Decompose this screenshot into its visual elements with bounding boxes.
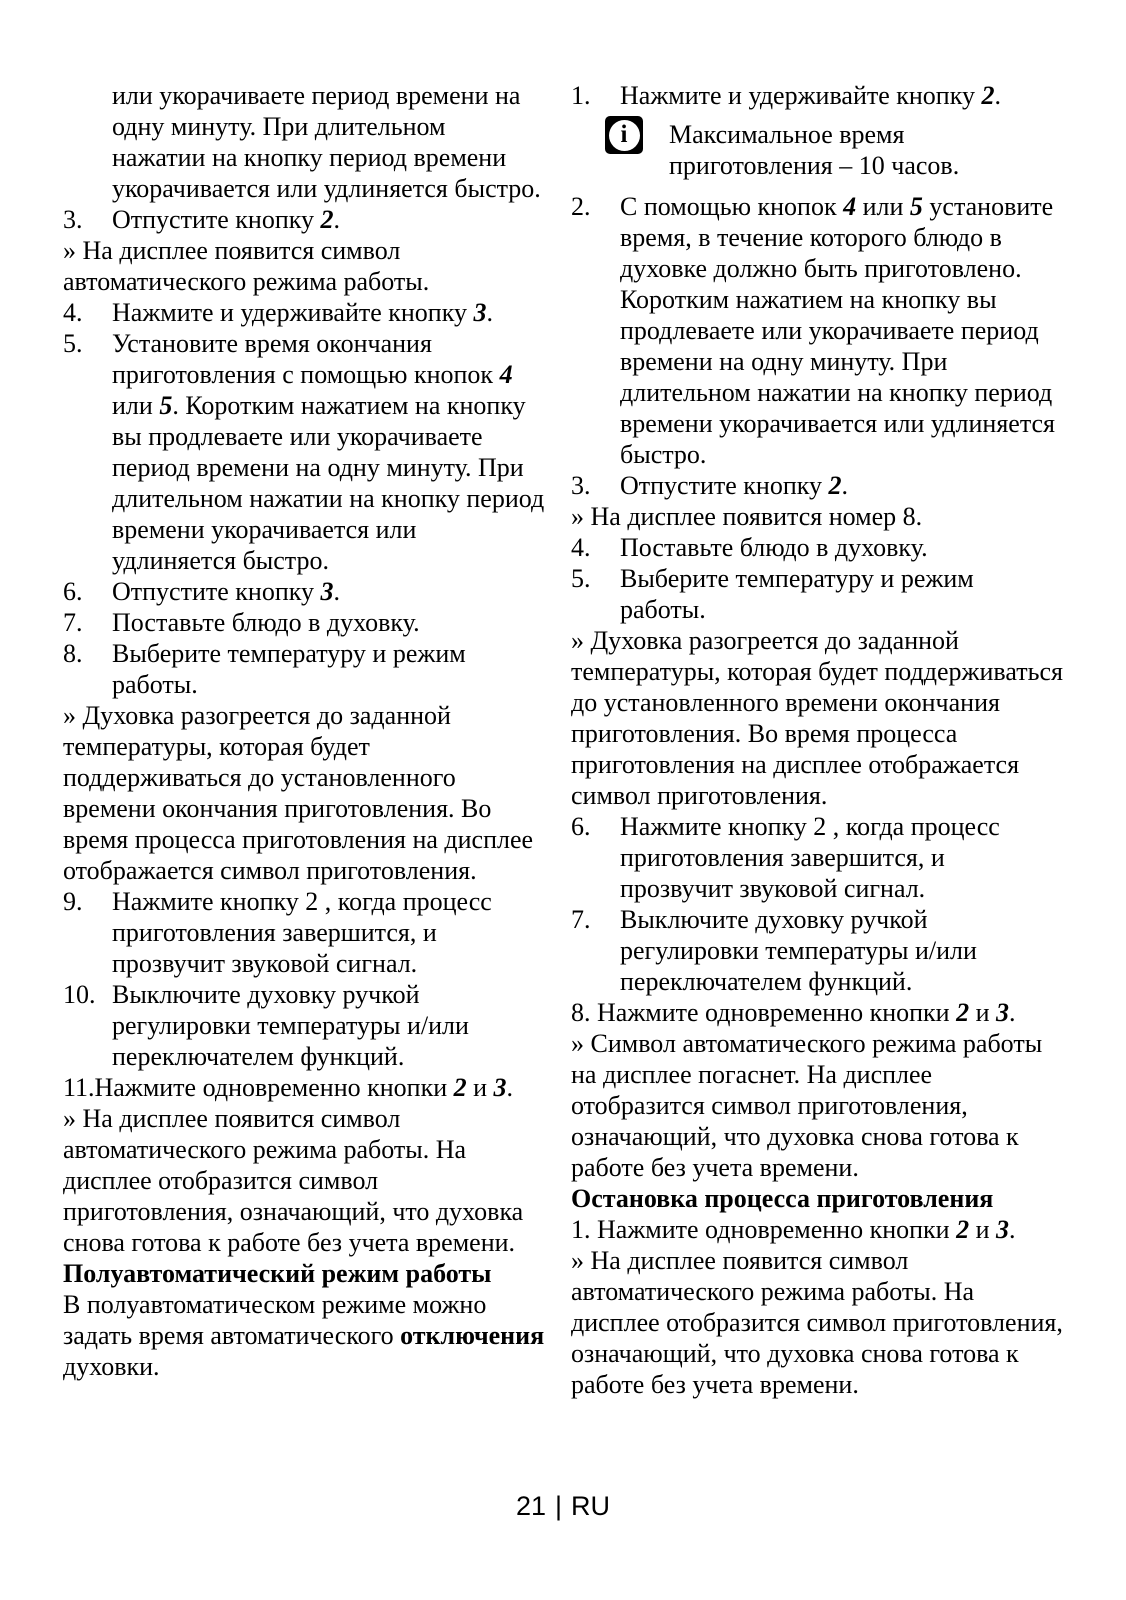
button-ref: 4 [499, 360, 513, 389]
text-segment: . [1009, 998, 1016, 1027]
text-segment: Выберите температуру и режим работы. [112, 639, 466, 699]
button-ref: 3 [493, 1073, 507, 1102]
section-heading [63, 1258, 545, 1289]
text-segment: . [486, 298, 493, 327]
item-number: 7. [571, 905, 591, 934]
text-segment: » На дисплее появится символ автоматического режима работы. [63, 236, 430, 296]
note-text [669, 120, 959, 180]
text-segment: Выключите духовку ручкой регулировки температуры и/или переключателем функций. [112, 980, 469, 1071]
button-ref: 2 [956, 998, 970, 1027]
text-segment: Отпустите кнопку [620, 471, 829, 500]
text-segment: » На дисплее появится символ автоматического режима работы. На дисплее отобразится символ приготовления, означающий, что духовка снова готова к работе без учета времени. [571, 1246, 1063, 1399]
list-item [571, 904, 1063, 997]
text-segment: и [969, 998, 997, 1027]
text-segment: . [994, 81, 1001, 110]
text-segment: . [333, 205, 340, 234]
text-segment: С помощью кнопок [620, 192, 844, 221]
text-segment: Нажмите и удерживайте кнопку [112, 298, 474, 327]
info-note [571, 119, 1063, 181]
info-icon [605, 116, 643, 154]
item-number: 3. [63, 205, 83, 234]
list-item [571, 563, 1063, 625]
text-segment: Установите время окончания приготовления с помощью кнопок [112, 329, 500, 389]
list-item [63, 886, 545, 979]
button-ref: 2 [956, 1215, 970, 1244]
item-number: 1. [571, 81, 591, 110]
list-item [63, 297, 545, 328]
text-segment: Максимальное время приготовления – 10 часов. [669, 120, 960, 180]
button-ref: 3 [320, 577, 334, 606]
item-number: 7. [63, 608, 83, 637]
button-ref: 3 [996, 1215, 1010, 1244]
continuation-paragraph [63, 80, 545, 204]
list-item [571, 532, 1063, 563]
list-item [571, 811, 1063, 904]
text-segment: Выключите духовку ручкой регулировки температуры и/или переключателем функций. [620, 905, 977, 996]
list-item [571, 191, 1063, 470]
result-line [571, 501, 1063, 532]
text-segment: и [466, 1073, 494, 1102]
text-segment: или [112, 391, 160, 420]
column-right [571, 80, 1063, 1400]
text-segment: . [333, 577, 340, 606]
item-number: 2. [571, 192, 591, 221]
list-item [571, 997, 1063, 1028]
section-heading [571, 1183, 1063, 1214]
list-item [63, 979, 545, 1072]
text-segment: Остановка процесса приготовления [571, 1184, 994, 1213]
list-item [571, 80, 1063, 111]
list-item [63, 576, 545, 607]
list-item [63, 607, 545, 638]
text-segment: 1. Нажмите одновременно кнопки [571, 1215, 957, 1244]
item-number: 4. [63, 298, 83, 327]
text-segment: духовки. [63, 1352, 160, 1381]
list-item [571, 1214, 1063, 1245]
item-number: 5. [571, 564, 591, 593]
text-segment: Нажмите кнопку 2 , когда процесс приготовления завершится, и прозвучит звуковой сигнал. [112, 887, 492, 978]
button-ref: 2 [828, 471, 842, 500]
text-segment: Отпустите кнопку [112, 577, 321, 606]
item-number: 4. [571, 533, 591, 562]
list-item [571, 470, 1063, 501]
text-segment: . [841, 471, 848, 500]
result-line [571, 625, 1063, 811]
text-segment: » Символ автоматического режима работы на дисплее погаснет. На дисплее отобразится символ приготовления, означающий, что духовка снова готова к работе без учета времени. [571, 1029, 1043, 1182]
column-left [63, 80, 545, 1400]
page-footer [0, 1490, 1126, 1522]
text-segment: или укорачиваете период времени на одну минуту. При длительном нажатии на кнопку период времени укорачивается или удлиняется быстро. [112, 81, 541, 203]
text-segment: » Духовка разогреется до заданной температуры, которая будет поддерживаться до установленного времени окончания приготовления. Во время процесса приготовления на дисплее отображается символ приготовления. [63, 701, 534, 885]
button-ref: 5 [159, 391, 173, 420]
list-item [63, 204, 545, 235]
item-number: 9. [63, 887, 83, 916]
item-number: 8. [63, 639, 83, 668]
button-ref: 3 [473, 298, 487, 327]
info-icon-circle [609, 120, 640, 151]
text-segment: Полуавтоматический режим работы [63, 1259, 492, 1288]
button-ref: 4 [843, 192, 857, 221]
text-segment: . [506, 1073, 514, 1102]
result-line [63, 700, 545, 886]
text-segment: В полуавтоматическом режиме можно задать время автоматического [63, 1290, 487, 1350]
button-ref: 5 [909, 192, 923, 221]
text-segment: » Духовка разогреется до заданной температуры, которая будет поддерживаться до установленного времени окончания приготовления. Во время процесса приготовления на дисплее отображается символ приготовления. [571, 626, 1063, 810]
language-label: RU [571, 1491, 611, 1521]
item-number: 6. [571, 812, 591, 841]
item-number: 5. [63, 329, 83, 358]
list-item [63, 328, 545, 576]
result-line [571, 1028, 1063, 1183]
item-number: 6. [63, 577, 83, 606]
text-segment: . Коротким нажатием на кнопку вы продлеваете или укорачиваете период времени на одну минуту. При длительном нажатии на кнопку период времени укорачивается или удлиняется быстро. [112, 391, 545, 575]
text-segment: . [1009, 1215, 1016, 1244]
footer-separator: | [555, 1491, 563, 1521]
button-ref: 2 [453, 1073, 467, 1102]
text-segment: и [969, 1215, 997, 1244]
text-segment: Поставьте блюдо в духовку. [620, 533, 928, 562]
text-segment: Поставьте блюдо в духовку. [112, 608, 420, 637]
result-line [63, 1103, 545, 1258]
text-segment: Выберите температуру и режим работы. [620, 564, 974, 624]
text-segment: 11.Нажмите одновременно кнопки [63, 1073, 454, 1102]
button-ref: 3 [996, 998, 1010, 1027]
result-line [63, 235, 545, 297]
text-segment: отключения [400, 1321, 545, 1350]
button-ref: 2 [320, 205, 334, 234]
text-segment: установите время, в течение которого блюдо в духовке должно быть приготовлено. Коротким нажатием на кнопку вы продлеваете или укорачиваете период времени на одну минуту. При длительном нажатии на кнопку период времени укорачивается или удлиняется быстро. [620, 192, 1056, 469]
text-segment: Отпустите кнопку [112, 205, 321, 234]
text-segment: Нажмите и удерживайте кнопку [620, 81, 982, 110]
text-segment: » На дисплее появится номер 8. [571, 502, 923, 531]
list-item [63, 1072, 545, 1103]
text-segment: » На дисплее появится символ автоматического режима работы. На дисплее отобразится символ приготовления, означающий, что духовка снова готова к работе без учета времени. [63, 1104, 524, 1257]
item-number: 10. [63, 980, 96, 1009]
two-column-layout [63, 80, 1063, 1400]
info-icon-glyph: i [620, 120, 628, 148]
paragraph [63, 1289, 545, 1382]
list-item [63, 638, 545, 700]
text-segment: или [856, 192, 910, 221]
result-line [571, 1245, 1063, 1400]
text-segment: 8. Нажмите одновременно кнопки [571, 998, 957, 1027]
item-number: 3. [571, 471, 591, 500]
text-segment: Нажмите кнопку 2 , когда процесс приготовления завершится, и прозвучит звуковой сигнал. [620, 812, 1000, 903]
button-ref: 2 [981, 81, 995, 110]
page-number: 21 [515, 1491, 547, 1521]
